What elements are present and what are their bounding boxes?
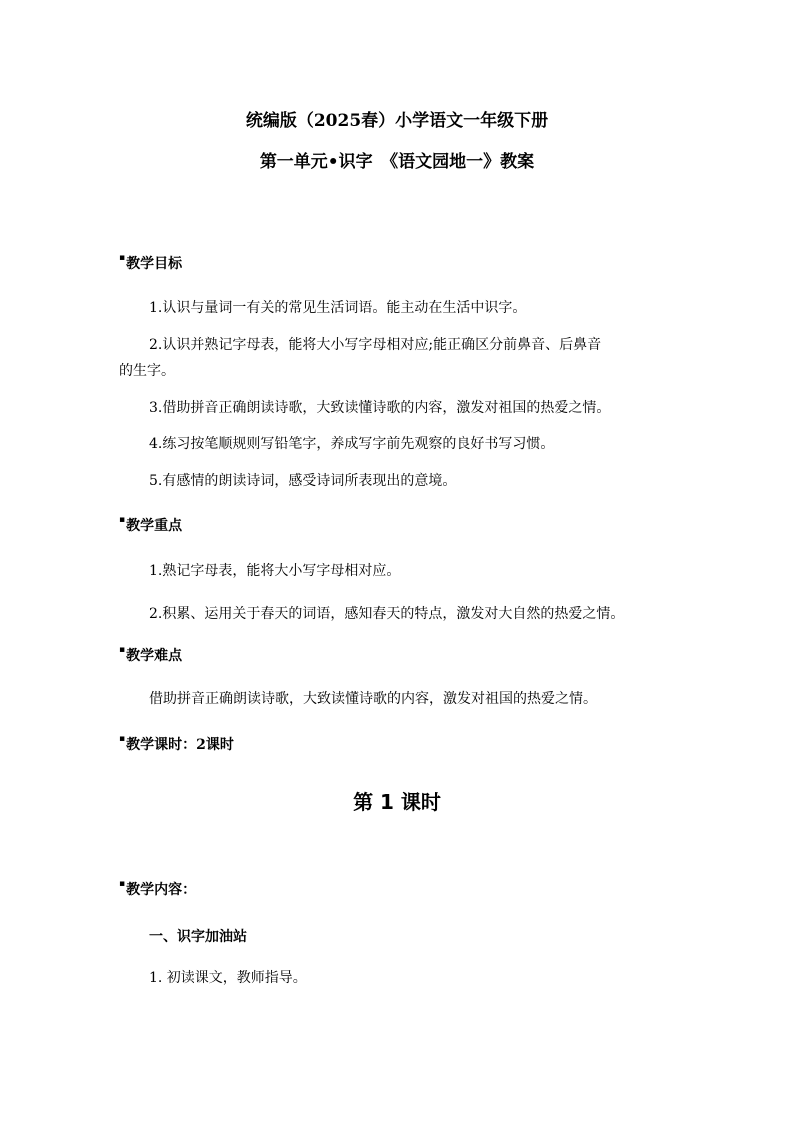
bullet-icon: ▪ — [119, 645, 126, 655]
heading-content: ▪教学内容： — [119, 879, 197, 898]
goal-item: 1.认识与量词一有关的常见生活词语。能主动在生活中识字。 — [149, 300, 527, 316]
goal-item-continuation: 的生字。 — [119, 363, 175, 379]
lesson-title: 第 1 课时 — [353, 790, 441, 814]
goal-item: 4.练习按笔顺规则写铅笔字，养成写字前先观察的良好书写习惯。 — [149, 436, 555, 452]
document-title: 统编版（2025春）小学语文一年级下册 — [245, 111, 549, 131]
content-sub-heading: 一、识字加油站 — [149, 929, 247, 945]
heading-goals: ▪教学目标 — [119, 253, 183, 272]
key-point-item: 2.积累、运用关于春天的词语，感知春天的特点，激发对大自然的热爱之情。 — [149, 606, 625, 622]
heading-hours: ▪教学课时：2课时 — [119, 734, 234, 753]
bullet-icon: ▪ — [119, 879, 126, 889]
goal-item: 5.有感情的朗读诗词，感受诗词所表现出的意境。 — [149, 473, 457, 489]
goal-item: 3.借助拼音正确朗读诗歌，大致读懂诗歌的内容，激发对祖国的热爱之情。 — [149, 400, 611, 416]
bullet-icon: ▪ — [119, 253, 126, 263]
bullet-icon: ▪ — [119, 515, 126, 525]
heading-key-points: ▪教学重点 — [119, 515, 183, 534]
heading-difficulties: ▪教学难点 — [119, 645, 183, 664]
goal-item: 2.认识并熟记字母表，能将大小写字母相对应;能正确区分前鼻音、后鼻音 — [149, 337, 602, 353]
difficulty-text: 借助拼音正确朗读诗歌，大致读懂诗歌的内容，激发对祖国的热爱之情。 — [149, 691, 597, 707]
document-subtitle: 第一单元•识字 《语文园地一》教案 — [259, 152, 535, 172]
key-point-item: 1.熟记字母表，能将大小写字母相对应。 — [149, 563, 401, 579]
bullet-icon: ▪ — [119, 734, 126, 744]
content-step: 1. 初读课文，教师指导。 — [149, 970, 307, 986]
